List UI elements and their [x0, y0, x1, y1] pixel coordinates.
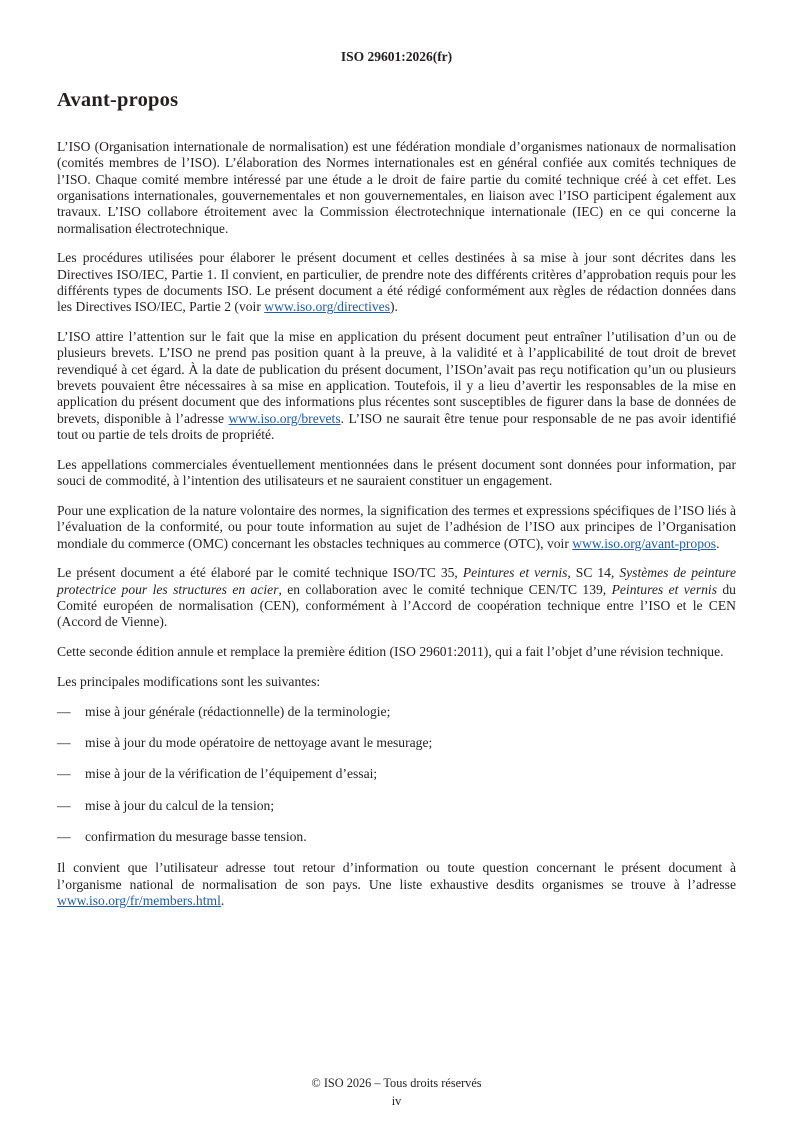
list-item — [57, 798, 736, 814]
link-iso-members[interactable]: www.iso.org/fr/members.html — [57, 892, 221, 908]
paragraph-text: Le présent document a été élaboré par le comité technique ISO/TC 35, — [57, 565, 463, 581]
paragraph-committee — [57, 565, 736, 630]
paragraph-intro-iso — [57, 139, 736, 237]
document-body — [0, 89, 793, 909]
link-iso-brevets[interactable]: www.iso.org/brevets — [228, 410, 341, 426]
list-item-text: confirmation du mesurage basse tension. — [85, 829, 307, 844]
paragraph-text: Les appellations commerciales éventuellement mentionnées dans le présent document sont données pour information, par souci de commodité, à l’intention des utilisateurs et ne sauraient constituer un engagement. — [57, 456, 736, 489]
modifications-list — [57, 704, 736, 846]
list-item — [57, 829, 736, 845]
paragraph-text: Cette seconde édition annule et remplace la première édition (ISO 29601:2011), qui a fait l’objet d’une révision technique. — [57, 644, 724, 660]
paragraph-text: L’ISO (Organisation internationale de normalisation) est une fédération mondiale d’organismes nationaux de normalisation (comités membres de l’ISO). L’élaboration des Normes internationales est en général confiée aux comités techniques de l’ISO. Chaque comité membre intéressé par une étude a le droit de faire partie du comité technique créé à cet effet. Les organisations internationales, gouvernementales et non gouvernementales, en liaison avec l’ISO participent également aux travaux. L’ISO collabore étroitement avec la Commission électrotechnique internationale (IEC) en ce qui concerne la normalisation électrotechnique. — [57, 139, 736, 236]
paragraph-text: L’ISO attire l’attention sur le fait que la mise en application du présent document peut entraîner l’utilisation d’un ou de plusieurs brevets. L’ISO ne prend pas position quant à la preuve, à la validité et à l’applicabilité de tout droit de brevet revendiqué à cet égard. À la date de publication du présent document, l’ISOn’avait pas reçu notification qu’un ou plusieurs brevets pouvaient être nécessaires à sa mise en application. Toutefois, il y a lieu d’avertir les responsables de la mise en application du présent document que des informations plus récentes sont susceptibles de figurer dans la base de données de brevets, disponible à l’adresse — [57, 329, 736, 426]
paragraph-text: , en collaboration avec le comité technique CEN/TC 139, — [278, 581, 612, 597]
paragraph-text: Pour une explication de la nature volontaire des normes, la signification des termes et expressions spécifiques de l’ISO liés à l’évaluation de la conformité, ou pour toute information au sujet de l’adhésion de l’ISO aux principes de l’Organisation mondiale du commerce (OMC) concernant les obstacles techniques au commerce (OTC), voir — [57, 502, 736, 551]
paragraph-text: Les procédures utilisées pour élaborer le présent document et celles destinées à sa mise à jour sont décrites dans les Directives ISO/IEC, Partie 1. Il convient, en particulier, de prendre note des différents critères d’approbation requis pour les différents types de documents ISO. Le présent document a été rédigé conformément aux règles de rédaction données dans les Directives ISO/IEC, Partie 2 (voir — [57, 250, 736, 315]
paragraph-edition — [57, 644, 736, 660]
page-number: iv — [391, 1094, 402, 1109]
paragraph-patents — [57, 329, 736, 443]
paragraph-text: . — [220, 892, 225, 908]
list-item — [57, 735, 736, 751]
italic-text: Systèmes de peinture protectrice pour les structures en acier — [57, 565, 736, 597]
list-item-text: mise à jour générale (rédactionnelle) de la terminologie; — [85, 703, 391, 719]
paragraph-feedback — [57, 860, 736, 909]
paragraph-text: . L’ISO ne saurait être tenue pour responsable de ne pas avoir identifié tout ou partie de tels droits de propriété. — [57, 410, 736, 442]
paragraph-voluntary-nature — [57, 503, 736, 552]
bullet-dash: — — [57, 829, 71, 844]
paragraph-trade-names — [57, 457, 736, 490]
list-item-text: mise à jour de la vérification de l’équipement d’essai; — [85, 766, 378, 782]
bullet-dash: — — [57, 766, 71, 782]
paragraph-text: SC 14, — [570, 565, 620, 581]
page-title: Avant-propos — [57, 89, 179, 111]
paragraph-text: . — [716, 535, 720, 551]
list-item — [57, 766, 736, 782]
document-reference: ISO 29601:2026(fr) — [340, 49, 453, 64]
link-iso-avant-propos[interactable]: www.iso.org/avant-propos — [572, 535, 717, 551]
page-footer — [0, 1075, 793, 1111]
list-item-text: mise à jour du calcul de la tension; — [85, 797, 275, 813]
link-iso-directives[interactable]: www.iso.org/directives — [264, 299, 390, 315]
paragraph-text: ). — [390, 299, 398, 315]
document-header — [0, 0, 793, 65]
paragraph-text: Les principales modifications sont les suivantes: — [57, 673, 321, 689]
italic-text: Peintures et vernis, — [462, 565, 571, 581]
paragraph-procedures — [57, 250, 736, 315]
paragraph-text: Il convient que l’utilisateur adresse tout retour d’information ou toute question concernant le présent document à l’organisme national de normalisation de son pays. Une liste exhaustive desdits organismes se trouve à l’adresse — [57, 860, 736, 892]
paragraph-modifications-intro — [57, 674, 736, 690]
italic-text: Peintures et vernis — [611, 581, 717, 597]
copyright-notice: © ISO 2026 – Tous droits réservés — [311, 1076, 482, 1091]
bullet-dash: — — [57, 703, 71, 719]
paragraph-text: du Comité européen de normalisation (CEN), conformément à l’Accord de coopération technique entre l’ISO et le CEN (Accord de Vienne). — [57, 581, 736, 630]
list-item-text: mise à jour du mode opératoire de nettoyage avant le mesurage; — [85, 735, 433, 751]
bullet-dash: — — [57, 735, 71, 751]
list-item — [57, 704, 736, 720]
bullet-dash: — — [57, 797, 71, 813]
